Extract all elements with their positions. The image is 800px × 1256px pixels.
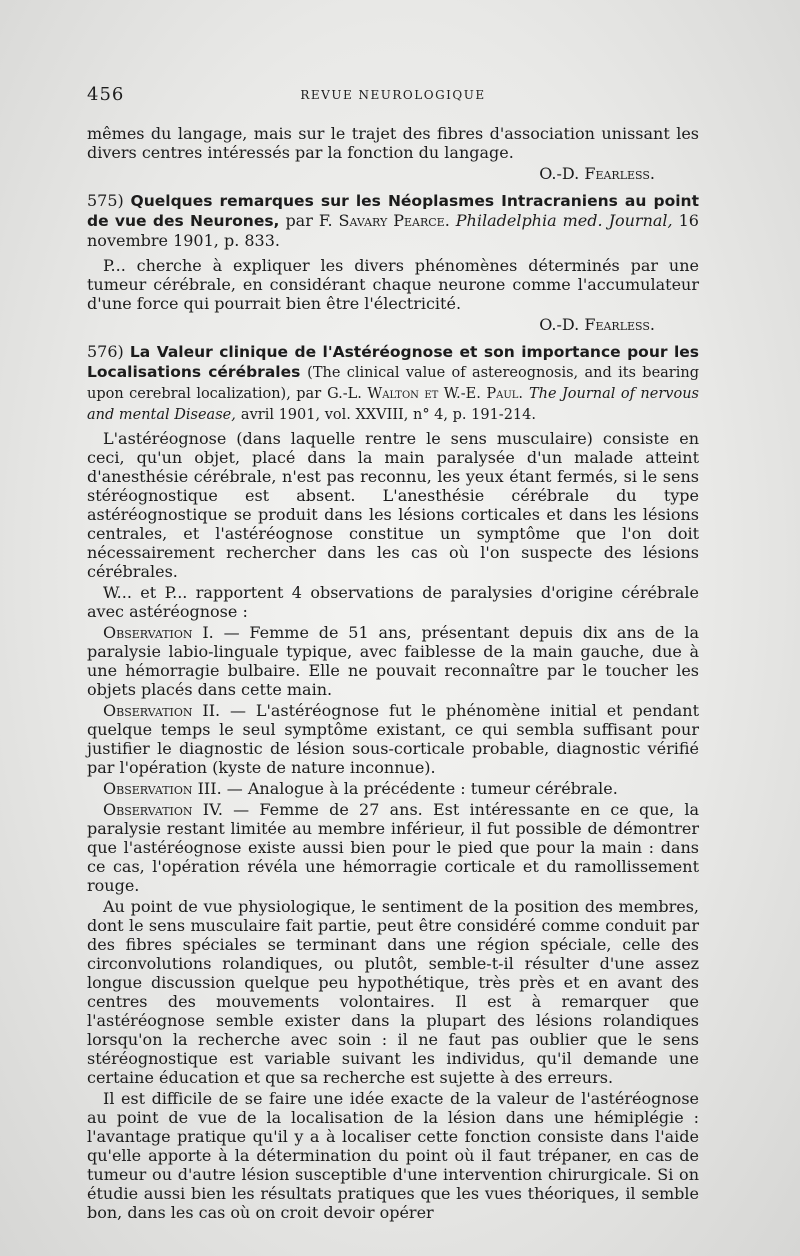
running-title: REVUE NEUROLOGIQUE [300, 88, 486, 102]
signature-text: O.-D. Fearless. [539, 315, 655, 334]
entry-576-heading [87, 342, 699, 425]
observation-label: Observation I. [103, 623, 214, 642]
entry-575-signature [87, 315, 699, 334]
abstract-text: P... cherche à expliquer les divers phénomènes déterminés par une tumeur cérébrale, en considérant chaque neurone comme l'accumulateur d'une force qui pourrait bien être l'électricité. [87, 256, 699, 313]
entry-number: 576) [87, 342, 124, 361]
observation-label: Observation III. [103, 779, 222, 798]
observation-text: — L'astéréognose fut le phénomène initial et pendant quelque temps le seul symptôme existant, ce qui sembla suffisant pour justifier le diagnostic de lésion sous-corticale probable, diagnostic vérifié par l'opération (kyste de nature inconnue). [87, 701, 699, 777]
paragraph: W... et P... rapportent 4 observations de paralysies d'origine cérébrale avec astéréognose : [87, 583, 699, 621]
observation-text: — Analogue à la précédente : tumeur cérébrale. [226, 779, 618, 798]
entry-number: 575) [87, 191, 124, 210]
entry-by: par [285, 211, 313, 230]
entry-author: F. Savary Pearce. [318, 211, 450, 230]
entry-575 [87, 191, 699, 334]
paragraph: L'astéréognose (dans laquelle rentre le sens musculaire) consiste en ceci, qu'un objet, placé dans la main paralysée d'un malade atteint d'anesthésie cérébrale, n'est pas reconnu, les yeux étant fermés, si le sens stéréognostique est absent. L'anesthésie cérébrale du type astéréognostique se produit dans les lésions corticales et dans les lésions centrales, et l'astéréognose constitue un symptôme que l'on doit nécessairement rechercher dans les cas où l'on suspecte des lésions cérébrales. [87, 429, 699, 581]
entry-authors: G.-L. Walton et W.-E. Paul. [327, 386, 523, 402]
discussion-paragraph: Au point de vue physiologique, le sentiment de la position des membres, dont le sens musculaire fait partie, peut être considéré comme conduit par des fibres spéciales se terminant dans une région spéciale, celle des circonvolutions rolandiques, ou plutôt, semble-t-il résulter d'une assez longue discussion quelque peu hypothétique, très près et en avant des centres des mouvements volontaires. Il est à remarquer que l'astéréognose semble exister dans la plupart des lésions rolandiques lorsqu'on la recherche avec soin : il ne faut pas oublier que le sens stéréognostique est variable suivant les individus, qu'il demande une certaine éducation et que sa recherche est sujette à des erreurs. [87, 897, 699, 1087]
entry-576 [87, 342, 699, 1222]
intro-fragment [87, 124, 699, 162]
page-body [87, 124, 699, 1224]
observation-label: Observation II. [103, 701, 221, 720]
discussion-paragraph: Il est difficile de se faire une idée exacte de la valeur de l'astéréognose au point de vue de la localisation de la lésion dans une hémiplégie : l'avantage pratique qu'il y a à localiser cette fonction consiste dans l'aide qu'elle apporte à la détermination du point où il faut trépaner, en cas de tumeur ou d'autre lésion susceptible d'une intervention chirurgicale. Si on étudie aussi bien les résultats pratiques que les vues théoriques, il semble bon, dans les cas où on croit devoir opérer [87, 1089, 699, 1222]
observation-4 [87, 800, 699, 895]
entry-journal: Philadelphia med. Journal, [455, 211, 673, 230]
observation-text: — Femme de 27 ans. Est intéressante en ce que, la paralysie restant limitée au membre inférieur, il fut possible de démontrer que l'astéréognose existe aussi bien pour le pied que pour la main : dans ce cas, l'opération révéla une hémorragie corticale et du ramollissement rouge. [87, 800, 699, 895]
intro-text: mêmes du langage, mais sur le trajet des fibres d'association unissant les divers centres intéressés par la fonction du langage. [87, 124, 699, 162]
observation-text: — Femme de 51 ans, présentant depuis dix ans de la paralysie labio-linguale typique, avec faiblesse de la main gauche, due à une hémorragie bulbaire. Elle ne pouvait reconnaître par le toucher les objets placés dans cette main. [87, 623, 700, 699]
observation-2 [87, 701, 699, 777]
observation-1 [87, 623, 699, 699]
entry-title: Quelques remarques sur les Néoplasmes Intracraniens au point de vue des Neurones, [87, 192, 699, 230]
intro-signature [87, 164, 699, 183]
entry-date: 16 novembre 1901, p. 833. [87, 211, 699, 250]
entry-journal: The Journal of nervous and mental Disease, [87, 386, 699, 423]
entry-575-heading [87, 191, 699, 250]
observation-label: Observation IV. [103, 800, 223, 819]
page-header [87, 84, 699, 108]
page-number: 456 [87, 84, 125, 105]
entry-575-abstract [87, 256, 699, 313]
signature-text: O.-D. Fearless. [539, 164, 655, 183]
entry-subtitle: (The clinical value of astereognosis, and its bearing upon cerebral localization), par [87, 365, 699, 402]
observation-3 [87, 779, 699, 798]
entry-title: La Valeur clinique de l'Astéréognose et son importance pour les Localisations cérébrales [87, 343, 699, 381]
entry-date: avril 1901, vol. XXVIII, n° 4, p. 191-214. [240, 407, 536, 423]
